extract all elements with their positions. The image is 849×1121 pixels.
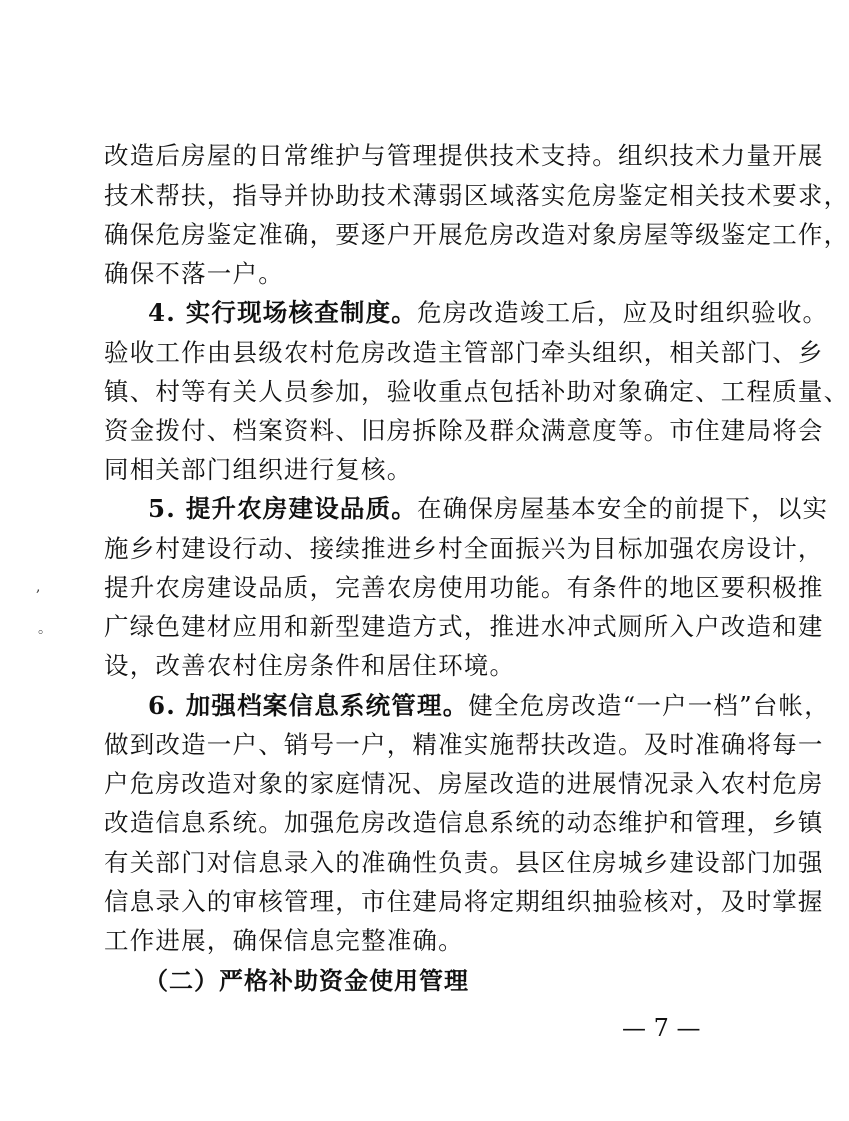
paragraph-line: 技术帮扶，指导并协助技术薄弱区域落实危房鉴定相关技术要求， — [104, 181, 849, 210]
margin-mark: 。 — [38, 621, 52, 637]
item-6-title: 6. 加强档案信息系统管理。 — [148, 691, 469, 720]
item-5-text: 在确保房屋基本安全的前提下，以实 — [417, 494, 829, 523]
paragraph-line: 广绿色建材应用和新型建造方式，推进水冲式厕所入户改造和建 — [104, 612, 824, 641]
item-5-line — [148, 493, 829, 525]
paragraph-line: 改造后房屋的日常维护与管理提供技术支持。组织技术力量开展 — [104, 141, 824, 170]
margin-mark: , — [36, 579, 41, 595]
item-5-title: 5. 提升农房建设品质。 — [148, 494, 418, 523]
item-4-text: 危房改造竣工后，应及时组织验收。 — [417, 298, 829, 327]
paragraph-line: 镇、村等有关人员参加，验收重点包括补助对象确定、工程质量、 — [104, 377, 849, 406]
item-6-text: 健全危房改造“一户一档”台帐， — [468, 691, 830, 720]
paragraph-line: 施乡村建设行动、接续推进乡村全面振兴为目标加强农房设计， — [104, 534, 824, 563]
section-heading: （二）严格补助资金使用管理 — [144, 966, 469, 995]
item-4-line — [148, 297, 829, 329]
paragraph-line: 信息录入的审核管理，市住建局将定期组织抽验核对，及时掌握 — [104, 887, 824, 916]
paragraph-line: 做到改造一户、销号一户，精准实施帮扶改造。及时准确将每一 — [104, 730, 824, 759]
paragraph-line: 提升农房建设品质，完善农房使用功能。有条件的地区要积极推 — [104, 573, 824, 602]
paragraph-line: 户危房改造对象的家庭情况、房屋改造的进展情况录入农村危房 — [104, 769, 824, 798]
paragraph-line: 改造信息系统。加强危房改造信息系统的动态维护和管理，乡镇 — [104, 808, 824, 837]
item-6-line — [148, 690, 830, 722]
paragraph-line: 同相关部门组织进行复核。 — [104, 455, 413, 484]
paragraph-line: 有关部门对信息录入的准确性负责。县区住房城乡建设部门加强 — [104, 848, 824, 877]
page-number: — 7 — — [622, 1014, 701, 1042]
paragraph-line: 确保危房鉴定准确，要逐户开展危房改造对象房屋等级鉴定工作， — [104, 220, 849, 249]
item-4-title: 4. 实行现场核查制度。 — [148, 298, 418, 327]
paragraph-line: 确保不落一户。 — [104, 259, 284, 288]
paragraph-line: 资金拨付、档案资料、旧房拆除及群众满意度等。市住建局将会 — [104, 416, 824, 445]
paragraph-line: 验收工作由县级农村危房改造主管部门牵头组织，相关部门、乡 — [104, 338, 824, 367]
paragraph-line: 工作进展，确保信息完整准确。 — [104, 926, 464, 955]
paragraph-line: 设，改善农村住房条件和居住环境。 — [104, 651, 516, 680]
